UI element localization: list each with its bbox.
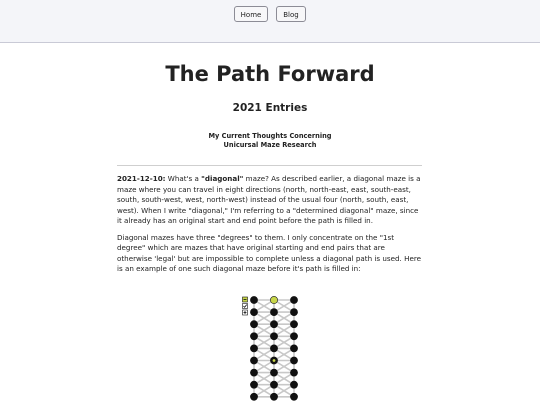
maze-dots bbox=[250, 296, 297, 400]
page-subtitle: 2021 Entries bbox=[232, 102, 308, 114]
maze-dot[interactable] bbox=[270, 381, 277, 388]
maze-start-dot[interactable] bbox=[270, 296, 277, 303]
entry-date: 2021-12-10: bbox=[117, 174, 166, 183]
entry-bold-term: "diagonal" bbox=[201, 174, 244, 183]
maze-dot[interactable] bbox=[250, 296, 257, 303]
maze-dot[interactable] bbox=[290, 369, 297, 376]
maze-dot[interactable] bbox=[290, 381, 297, 388]
entry-content bbox=[117, 174, 422, 281]
maze-dot[interactable] bbox=[270, 393, 277, 400]
maze-end-marker bbox=[273, 359, 276, 362]
blog-button[interactable]: Blog bbox=[276, 6, 306, 22]
add-icon[interactable] bbox=[243, 310, 248, 315]
maze-dot[interactable] bbox=[250, 309, 257, 316]
diagonal-maze[interactable] bbox=[238, 294, 308, 405]
entry-text-a: What's a bbox=[165, 174, 202, 183]
remove-icon[interactable] bbox=[243, 297, 248, 302]
maze-dot[interactable] bbox=[250, 393, 257, 400]
maze-dot[interactable] bbox=[270, 321, 277, 328]
maze-dot[interactable] bbox=[250, 381, 257, 388]
maze-dot[interactable] bbox=[290, 333, 297, 340]
divider bbox=[117, 165, 422, 166]
maze-dot[interactable] bbox=[250, 333, 257, 340]
maze-dot[interactable] bbox=[290, 393, 297, 400]
top-nav-bar bbox=[0, 0, 540, 43]
maze-dot[interactable] bbox=[290, 296, 297, 303]
maze-dot[interactable] bbox=[290, 309, 297, 316]
maze-dot[interactable] bbox=[270, 345, 277, 352]
maze-controls bbox=[243, 297, 248, 315]
tagline-line-1: My Current Thoughts Concerning bbox=[208, 132, 332, 140]
tagline bbox=[0, 132, 540, 150]
maze-dot[interactable] bbox=[250, 321, 257, 328]
entry-paragraph-1 bbox=[117, 174, 422, 227]
maze-dot[interactable] bbox=[290, 357, 297, 364]
maze-dot[interactable] bbox=[270, 369, 277, 376]
maze-dot[interactable] bbox=[250, 345, 257, 352]
maze-dot[interactable] bbox=[270, 333, 277, 340]
maze-dot[interactable] bbox=[290, 321, 297, 328]
page-title: The Path Forward bbox=[165, 62, 375, 86]
entry-text-b: maze? As described earlier, a diagonal maze is a maze where you can travel in eight directions (north, north-east, east, south-east, south, south-west, west, north-west) instead of the usual four (north, south, east, west). When I write "diagonal," I'm referring to a "determined diagonal" maze, since it already has an original start and end point before the path is filled in. bbox=[117, 174, 421, 225]
maze-dot[interactable] bbox=[250, 369, 257, 376]
tagline-line-2: Unicursal Maze Research bbox=[223, 141, 317, 149]
maze-dot[interactable] bbox=[290, 345, 297, 352]
check-icon[interactable] bbox=[243, 304, 248, 309]
maze-dot[interactable] bbox=[250, 357, 257, 364]
maze-dot[interactable] bbox=[270, 309, 277, 316]
home-button[interactable]: Home bbox=[234, 6, 268, 22]
entry-paragraph-2: Diagonal mazes have three "degrees" to them. I only concentrate on the "1st degree" which are mazes that have original starting and end pairs that are otherwise 'legal' but are impossible to complete unless a diagonal path is used. Here is an example of one such diagonal maze before it's path is filled in: bbox=[117, 232, 422, 273]
